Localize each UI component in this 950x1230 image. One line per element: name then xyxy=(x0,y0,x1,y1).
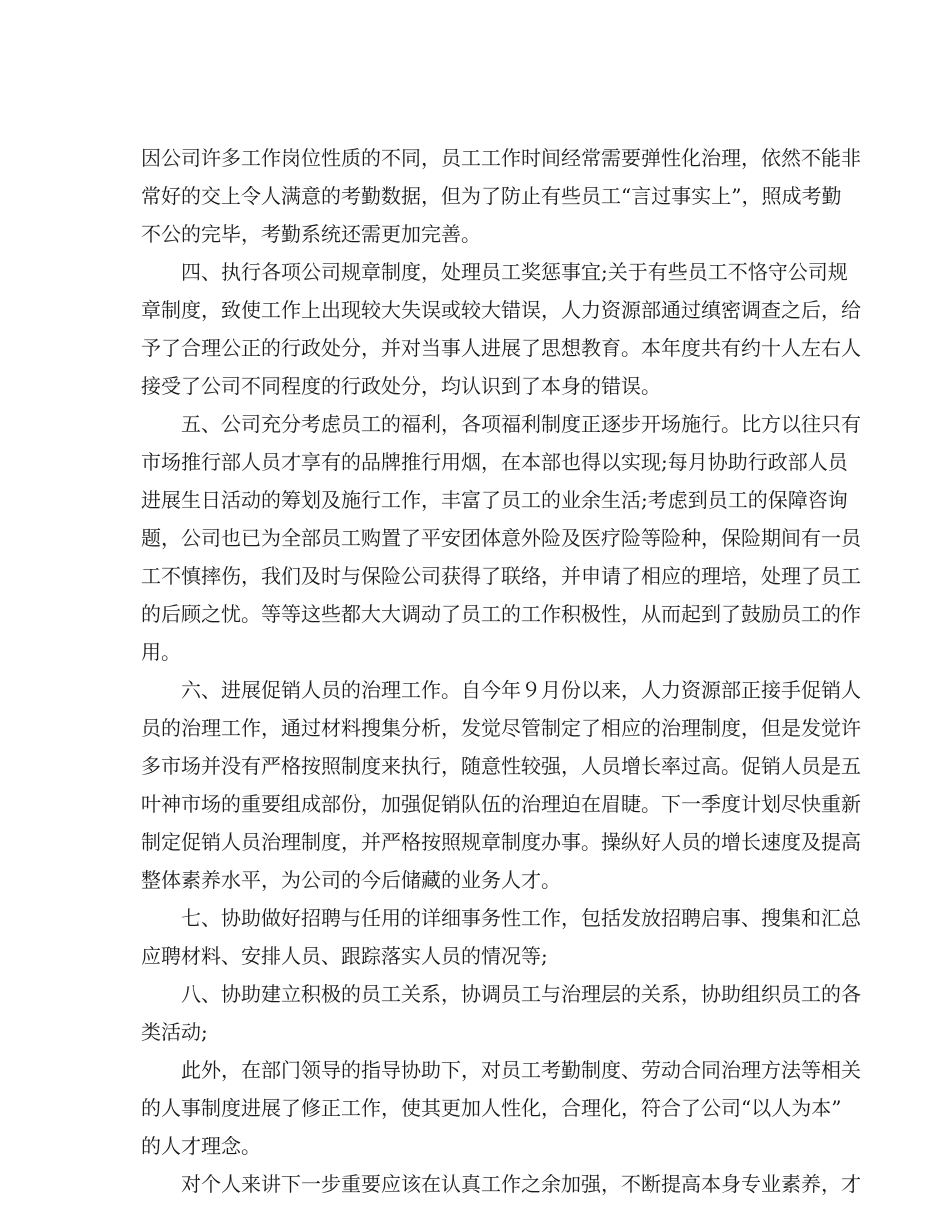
body-text-line: 类活动; xyxy=(141,1020,208,1044)
body-text-line: 进展生日活动的筹划及施行工作，丰富了员工的业余生活;考虑到员工的保障咨询 xyxy=(141,488,848,512)
paragraph-eight-start: 八、协助建立积极的员工关系，协调员工与治理层的关系，协助组织员工的各 xyxy=(181,982,861,1006)
body-text-line: 的人事制度进展了修正工作，使其更加人性化，合理化，符合了公司“以人为本” xyxy=(141,1096,842,1120)
body-text-line: 的人才理念。 xyxy=(141,1134,261,1158)
paragraph-six-start: 六、进展促销人员的治理工作。自今年９月份以来，人力资源部正接手促销人 xyxy=(181,678,861,702)
paragraph-additional-start: 此外，在部门领导的指导协助下，对员工考勤制度、劳动合同治理方法等相关 xyxy=(181,1058,861,1082)
body-text-line: 不公的完毕，考勤系统还需更加完善。 xyxy=(141,222,481,246)
body-text-line: 市场推行部人员才享有的品牌推行用烟，在本部也得以实现;每月协助行政部人员 xyxy=(141,450,848,474)
paragraph-five-start: 五、公司充分考虑员工的福利，各项福利制度正逐步开场施行。比方以往只有 xyxy=(181,412,861,436)
paragraph-four-start: 四、执行各项公司规章制度，处理员工奖惩事宜;关于有些员工不恪守公司规 xyxy=(181,260,848,284)
body-text-line: 的后顾之忧。等等这些都大大调动了员工的工作积极性，从而起到了鼓励员工的作 xyxy=(141,602,861,626)
body-text-line: 工不慎摔伤，我们及时与保险公司获得了联络，并申请了相应的理培，处理了员工 xyxy=(141,564,861,588)
body-text-line: 接受了公司不同程度的行政处分，均认识到了本身的错误。 xyxy=(141,374,661,398)
body-text-line: 常好的交上令人满意的考勤数据，但为了防止有些员工“言过事实上”，照成考勤 xyxy=(141,184,842,208)
body-text-line: 多市场并没有严格按照制度来执行，随意性较强，人员增长率过高。促销人员是五 xyxy=(141,754,861,778)
body-text-line: 应聘材料、安排人员、跟踪落实人员的情况等; xyxy=(141,944,548,968)
body-text-line: 整体素养水平，为公司的今后储藏的业务人才。 xyxy=(141,868,561,892)
body-text-line: 因公司许多工作岗位性质的不同，员工工作时间经常需要弹性化治理，依然不能非 xyxy=(141,146,861,170)
paragraph-personal-start: 对个人来讲下一步重要应该在认真工作之余加强，不断提高本身专业素养，才 xyxy=(181,1172,861,1196)
paragraph-seven-start: 七、协助做好招聘与任用的详细事务性工作，包括发放招聘启事、搜集和汇总 xyxy=(181,906,861,930)
body-text-line: 叶神市场的重要组成部份，加强促销队伍的治理迫在眉睫。下一季度计划尽快重新 xyxy=(141,792,861,816)
body-text-line: 章制度，致使工作上出现较大失误或较大错误，人力资源部通过缜密调查之后，给 xyxy=(141,298,861,322)
body-text-line: 制定促销人员治理制度，并严格按照规章制度办事。操纵好人员的增长速度及提高 xyxy=(141,830,861,854)
body-text-line: 用。 xyxy=(141,640,181,664)
body-text-line: 员的治理工作，通过材料搜集分析，发觉尽管制定了相应的治理制度，但是发觉许 xyxy=(141,716,861,740)
body-text-line: 予了合理公正的行政处分，并对当事人进展了思想教育。本年度共有约十人左右人 xyxy=(141,336,861,360)
body-text-line: 题，公司也已为全部员工购置了平安团体意外险及医疗险等险种，保险期间有一员 xyxy=(141,526,861,550)
